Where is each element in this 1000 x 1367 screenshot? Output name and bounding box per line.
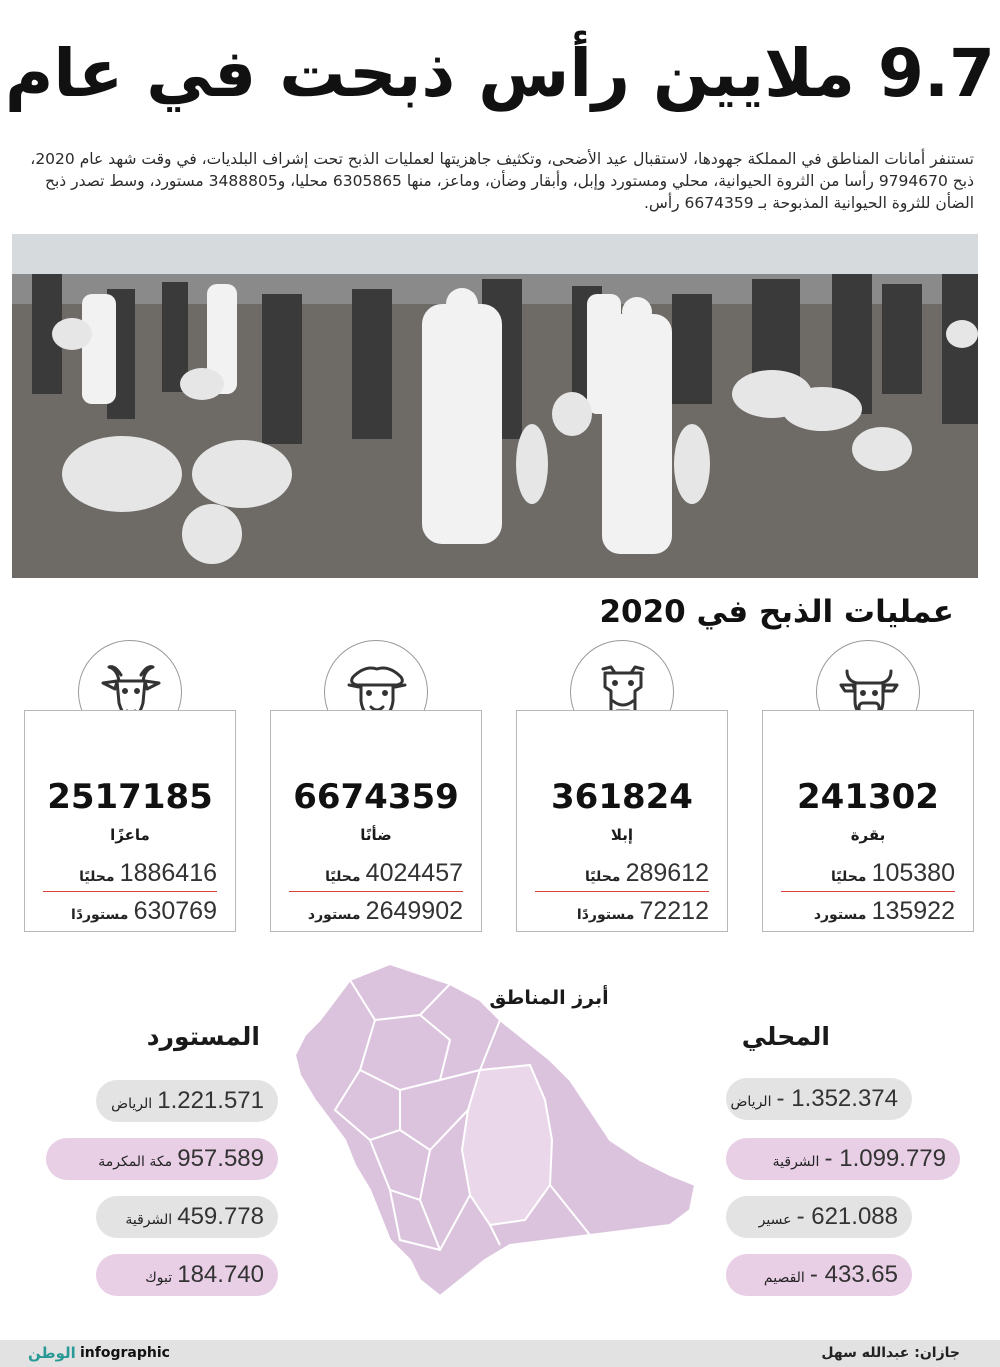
region-value: 621.088 - — [796, 1203, 898, 1230]
imported-region-row — [96, 1080, 278, 1122]
region-name: عسير — [758, 1212, 792, 1228]
card-imported-label: مستورد — [307, 907, 361, 923]
imported-region-row — [96, 1196, 278, 1238]
region-value: 957.589 — [177, 1145, 264, 1172]
infographic-tag: infographic — [80, 1345, 170, 1361]
region-name: الرياض — [111, 1096, 153, 1112]
local-column-title: المحلي — [741, 1022, 830, 1051]
card-total: 361824 — [551, 777, 693, 817]
imported-column-title: المستورد — [146, 1022, 260, 1051]
card-imported-value: 2649902 — [365, 897, 463, 925]
card-total: 241302 — [797, 777, 939, 817]
imported-region-row — [96, 1254, 278, 1296]
card-imported-row — [289, 895, 463, 927]
brand-logo: الوطن — [28, 1344, 76, 1362]
region-value: 1.352.374 - — [776, 1085, 898, 1112]
region-name: الرياض — [730, 1094, 772, 1110]
card-local-row — [43, 857, 217, 892]
card-total: 6674359 — [293, 777, 459, 817]
card-imported-value: 630769 — [133, 897, 217, 925]
card-name: بقرة — [850, 826, 886, 844]
camel-card — [516, 710, 728, 932]
region-value: 1.221.571 — [157, 1087, 264, 1114]
card-local-label: محليًا — [325, 869, 361, 885]
card-name: ماعزًا — [110, 826, 150, 844]
card-imported-row — [781, 895, 955, 927]
card-name: ضأنًا — [360, 826, 392, 844]
region-value: 459.778 — [177, 1203, 264, 1230]
card-local-label: محليًا — [79, 869, 115, 885]
imported-region-row — [46, 1138, 278, 1180]
intro-paragraph: تستنفر أمانات المناطق في المملكة جهودها، لاستقبال عيد الأضحى، وتكثيف جاهزيتها لعمليات الذبح تحت إشراف البلديات، في وقت شهد عام 2020، ذبح 9794670 رأسا من الثروة الحيوانية، محلي ومستورد وإبل، وأبقار وضأن، وماعز، منها 6305865 محليا، و3488805 مستورد، وسط تصدر ذبح الضأن للثروة الحيوانية المذبوحة بـ 6674359 رأس. — [30, 150, 974, 212]
region-name: الشرقية — [772, 1154, 820, 1170]
region-value: 184.740 — [177, 1261, 264, 1288]
region-name: الشرقية — [125, 1212, 173, 1228]
region-name: مكة المكرمة — [98, 1154, 173, 1170]
region-value: 1.099.779 - — [824, 1145, 946, 1172]
card-total: 2517185 — [47, 777, 213, 817]
card-local-value: 105380 — [871, 859, 955, 887]
card-local-label: محليًا — [831, 869, 867, 885]
goat-card — [24, 710, 236, 932]
page-title: 9.7 ملايين رأس ذبحت في عام — [5, 35, 995, 112]
section-title: عمليات الذبح في 2020 — [599, 594, 954, 630]
region-name: تبوك — [145, 1270, 173, 1286]
market-photo — [12, 234, 978, 578]
card-local-row — [535, 857, 709, 892]
card-imported-value: 72212 — [639, 897, 709, 925]
local-region-row — [726, 1196, 912, 1238]
card-local-value: 289612 — [625, 859, 709, 887]
local-region-row — [726, 1254, 912, 1296]
card-name: إبلا — [610, 826, 634, 844]
map-region-riyadh — [462, 1065, 552, 1225]
cow-card — [762, 710, 974, 932]
sheep-card — [270, 710, 482, 932]
card-imported-label: مستورد — [813, 907, 867, 923]
author-credit: جازان: عبدالله سهل — [821, 1345, 960, 1361]
card-local-label: محليًا — [585, 869, 621, 885]
card-local-value: 1886416 — [119, 859, 217, 887]
region-name: القصيم — [763, 1270, 805, 1286]
card-imported-row — [43, 895, 217, 927]
local-region-row — [726, 1078, 912, 1120]
card-local-row — [289, 857, 463, 892]
card-imported-value: 135922 — [871, 897, 955, 925]
card-imported-label: مستوردًا — [71, 907, 129, 923]
local-region-row — [726, 1138, 960, 1180]
card-local-row — [781, 857, 955, 892]
card-imported-label: مستوردًا — [576, 907, 635, 923]
map-title: أبرز المناطق — [489, 987, 609, 1009]
card-local-value: 4024457 — [365, 859, 463, 887]
card-imported-row — [535, 895, 709, 927]
footer — [0, 1340, 1000, 1367]
region-value: 433.65 - — [809, 1261, 898, 1288]
